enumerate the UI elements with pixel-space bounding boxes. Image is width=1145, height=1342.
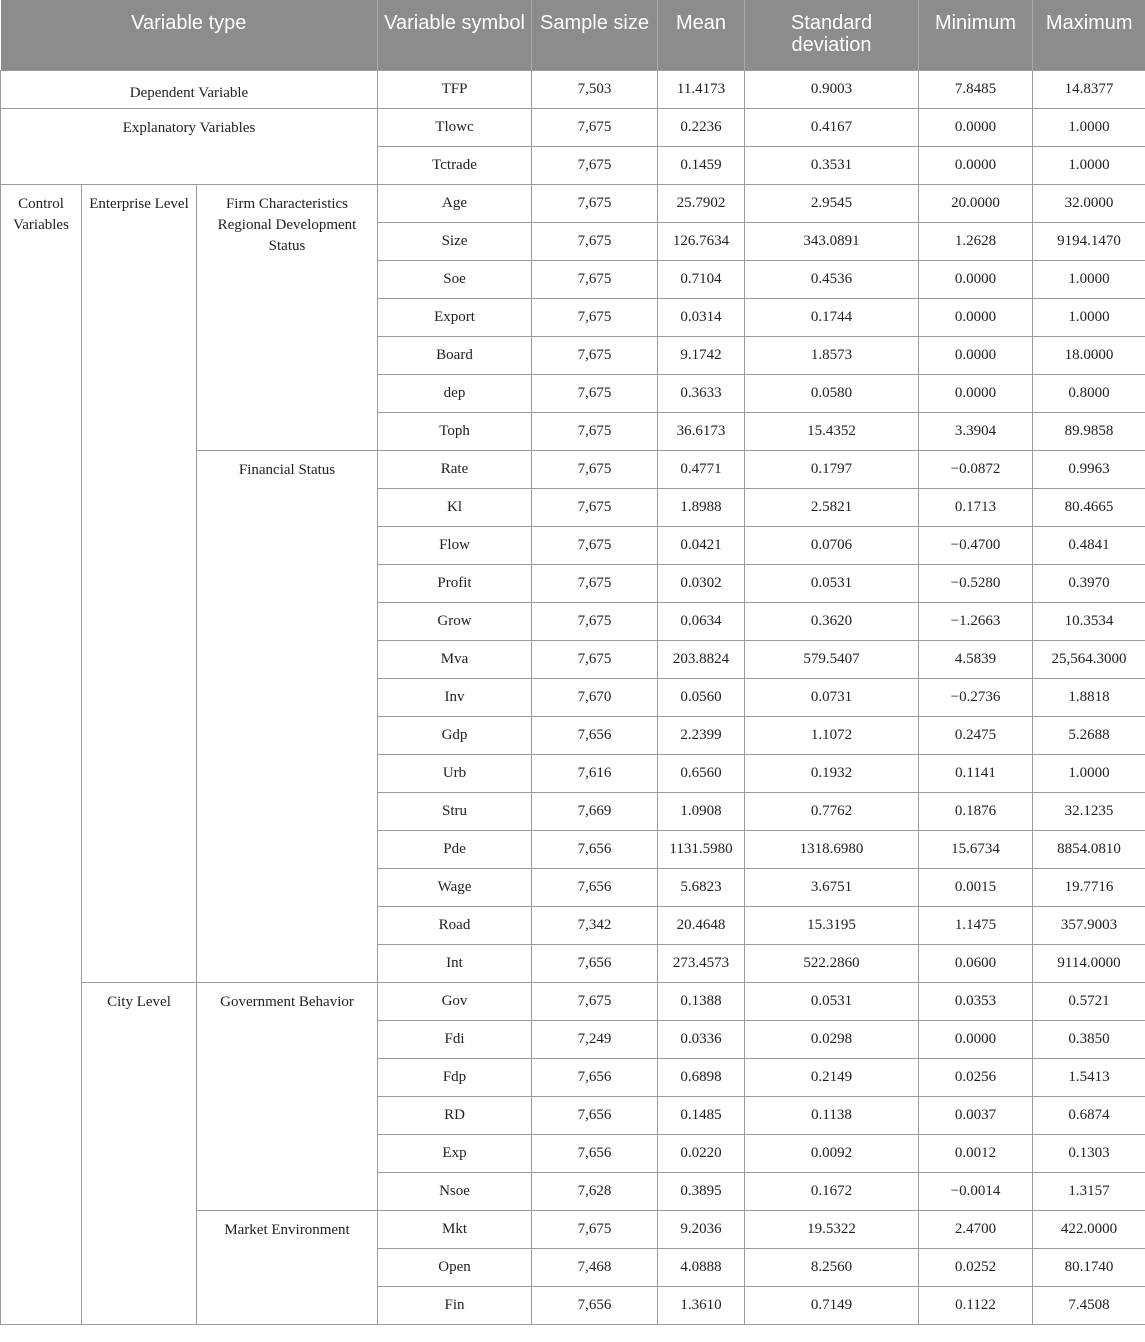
cell-variable-symbol: Age [378, 184, 532, 222]
cell-sample-size: 7,675 [532, 450, 658, 488]
cell-minimum: 3.3904 [919, 412, 1033, 450]
cell-standard-deviation: 1.1072 [745, 716, 919, 754]
cell-mean: 4.0888 [658, 1248, 745, 1286]
cell-minimum: 0.0252 [919, 1248, 1033, 1286]
cell-variable-symbol: Fdi [378, 1020, 532, 1058]
cell-sample-size: 7,670 [532, 678, 658, 716]
cell-standard-deviation: 579.5407 [745, 640, 919, 678]
cell-mean: 0.2236 [658, 108, 745, 146]
cell-maximum: 1.3157 [1033, 1172, 1145, 1210]
cell-sample-size: 7,675 [532, 640, 658, 678]
cell-variable-symbol: Road [378, 906, 532, 944]
cell-sample-size: 7,468 [532, 1248, 658, 1286]
cell-mean: 0.1388 [658, 982, 745, 1020]
cell-mean: 0.0421 [658, 526, 745, 564]
cell-sample-size: 7,675 [532, 184, 658, 222]
cell-minimum: −0.0014 [919, 1172, 1033, 1210]
cell-sample-size: 7,656 [532, 1134, 658, 1172]
cell-standard-deviation: 0.4167 [745, 108, 919, 146]
cell-variable-symbol: Stru [378, 792, 532, 830]
cell-maximum: 0.1303 [1033, 1134, 1145, 1172]
cell-sample-size: 7,656 [532, 1058, 658, 1096]
cell-standard-deviation: 0.2149 [745, 1058, 919, 1096]
cell-maximum: 8854.0810 [1033, 830, 1145, 868]
cell-maximum: 7.4508 [1033, 1286, 1145, 1324]
cell-variable-symbol: Open [378, 1248, 532, 1286]
cell-mean: 0.0336 [658, 1020, 745, 1058]
cell-maximum: 89.9858 [1033, 412, 1145, 450]
cell-standard-deviation: 0.1138 [745, 1096, 919, 1134]
category-explanatory-variables: Explanatory Variables [1, 108, 378, 184]
cell-variable-symbol: Kl [378, 488, 532, 526]
cell-mean: 273.4573 [658, 944, 745, 982]
cell-minimum: 0.0000 [919, 374, 1033, 412]
cell-mean: 1.8988 [658, 488, 745, 526]
cell-variable-symbol: Flow [378, 526, 532, 564]
header-row [1, 0, 1145, 70]
cell-sample-size: 7,656 [532, 830, 658, 868]
cell-variable-symbol: Tctrade [378, 146, 532, 184]
cell-variable-symbol: Mva [378, 640, 532, 678]
cell-sample-size: 7,656 [532, 944, 658, 982]
cell-maximum: 80.4665 [1033, 488, 1145, 526]
cell-minimum: 0.0000 [919, 298, 1033, 336]
cell-minimum: 0.0000 [919, 260, 1033, 298]
cell-sample-size: 7,616 [532, 754, 658, 792]
cell-mean: 25.7902 [658, 184, 745, 222]
cell-maximum: 1.5413 [1033, 1058, 1145, 1096]
cell-minimum: −0.2736 [919, 678, 1033, 716]
category-government-behavior: Government Behavior [197, 982, 378, 1210]
cell-minimum: 0.0000 [919, 108, 1033, 146]
cell-standard-deviation: 0.3531 [745, 146, 919, 184]
cell-sample-size: 7,675 [532, 526, 658, 564]
table-row [1, 982, 1145, 1020]
cell-standard-deviation: 0.0092 [745, 1134, 919, 1172]
cell-variable-symbol: Mkt [378, 1210, 532, 1248]
cell-minimum: 0.0353 [919, 982, 1033, 1020]
cell-variable-symbol: Profit [378, 564, 532, 602]
cell-minimum: 0.0000 [919, 1020, 1033, 1058]
cell-variable-symbol: RD [378, 1096, 532, 1134]
cell-minimum: 2.4700 [919, 1210, 1033, 1248]
cell-maximum: 1.0000 [1033, 754, 1145, 792]
cell-variable-symbol: Wage [378, 868, 532, 906]
cell-standard-deviation: 0.1744 [745, 298, 919, 336]
cell-maximum: 25,564.3000 [1033, 640, 1145, 678]
cell-mean: 0.3895 [658, 1172, 745, 1210]
cell-standard-deviation: 1318.6980 [745, 830, 919, 868]
cell-sample-size: 7,675 [532, 336, 658, 374]
category-market-environment: Market Environment [197, 1210, 378, 1324]
cell-standard-deviation: 0.9003 [745, 70, 919, 108]
cell-maximum: 14.8377 [1033, 70, 1145, 108]
cell-minimum: 1.1475 [919, 906, 1033, 944]
table-body [1, 70, 1145, 1324]
cell-minimum: 0.0256 [919, 1058, 1033, 1096]
cell-minimum: 0.0000 [919, 336, 1033, 374]
cell-mean: 1.3610 [658, 1286, 745, 1324]
cell-sample-size: 7,675 [532, 982, 658, 1020]
header-maximum: Maximum [1033, 0, 1145, 70]
cell-standard-deviation: 8.2560 [745, 1248, 919, 1286]
cell-variable-symbol: Gov [378, 982, 532, 1020]
table-row [1, 108, 1145, 146]
cell-maximum: 1.0000 [1033, 146, 1145, 184]
cell-mean: 1131.5980 [658, 830, 745, 868]
cell-sample-size: 7,675 [532, 602, 658, 640]
cell-minimum: 1.2628 [919, 222, 1033, 260]
cell-sample-size: 7,656 [532, 868, 658, 906]
cell-sample-size: 7,675 [532, 108, 658, 146]
cell-maximum: 0.5721 [1033, 982, 1145, 1020]
header-sample-size: Sample size [532, 0, 658, 70]
cell-variable-symbol: Fin [378, 1286, 532, 1324]
cell-mean: 2.2399 [658, 716, 745, 754]
cell-standard-deviation: 0.0580 [745, 374, 919, 412]
cell-minimum: −0.0872 [919, 450, 1033, 488]
cell-mean: 11.4173 [658, 70, 745, 108]
cell-sample-size: 7,675 [532, 222, 658, 260]
cell-minimum: 20.0000 [919, 184, 1033, 222]
cell-standard-deviation: 0.1797 [745, 450, 919, 488]
cell-mean: 9.2036 [658, 1210, 745, 1248]
header-minimum: Minimum [919, 0, 1033, 70]
cell-variable-symbol: Rate [378, 450, 532, 488]
cell-standard-deviation: 0.7762 [745, 792, 919, 830]
cell-maximum: 1.0000 [1033, 108, 1145, 146]
cell-variable-symbol: TFP [378, 70, 532, 108]
cell-standard-deviation: 0.7149 [745, 1286, 919, 1324]
cell-sample-size: 7,675 [532, 488, 658, 526]
cell-mean: 0.0302 [658, 564, 745, 602]
category-firm-characteristics: Firm Characteristics Regional Development Status [197, 184, 378, 450]
cell-minimum: 0.0037 [919, 1096, 1033, 1134]
cell-mean: 0.3633 [658, 374, 745, 412]
cell-sample-size: 7,675 [532, 412, 658, 450]
cell-minimum: 0.0000 [919, 146, 1033, 184]
cell-standard-deviation: 0.1672 [745, 1172, 919, 1210]
cell-mean: 0.0314 [658, 298, 745, 336]
cell-standard-deviation: 19.5322 [745, 1210, 919, 1248]
cell-mean: 0.1485 [658, 1096, 745, 1134]
cell-sample-size: 7,656 [532, 1286, 658, 1324]
cell-sample-size: 7,656 [532, 1096, 658, 1134]
cell-mean: 0.1459 [658, 146, 745, 184]
cell-sample-size: 7,503 [532, 70, 658, 108]
cell-maximum: 0.8000 [1033, 374, 1145, 412]
cell-variable-symbol: Inv [378, 678, 532, 716]
cell-minimum: 0.1876 [919, 792, 1033, 830]
cell-maximum: 32.0000 [1033, 184, 1145, 222]
cell-mean: 0.0634 [658, 602, 745, 640]
cell-standard-deviation: 0.0531 [745, 564, 919, 602]
cell-variable-symbol: Nsoe [378, 1172, 532, 1210]
category-control-variables: Control Variables [1, 184, 82, 1324]
cell-sample-size: 7,675 [532, 298, 658, 336]
cell-variable-symbol: Tlowc [378, 108, 532, 146]
category-dependent-variable: Dependent Variable [1, 70, 378, 108]
cell-maximum: 0.3970 [1033, 564, 1145, 602]
cell-mean: 0.4771 [658, 450, 745, 488]
cell-standard-deviation: 0.0298 [745, 1020, 919, 1058]
cell-variable-symbol: Board [378, 336, 532, 374]
cell-variable-symbol: Size [378, 222, 532, 260]
cell-mean: 36.6173 [658, 412, 745, 450]
cell-maximum: 32.1235 [1033, 792, 1145, 830]
cell-maximum: 1.8818 [1033, 678, 1145, 716]
cell-standard-deviation: 343.0891 [745, 222, 919, 260]
cell-variable-symbol: Grow [378, 602, 532, 640]
cell-maximum: 80.1740 [1033, 1248, 1145, 1286]
cell-standard-deviation: 15.4352 [745, 412, 919, 450]
header-standard-deviation: Standard deviation [745, 0, 919, 70]
cell-mean: 20.4648 [658, 906, 745, 944]
cell-minimum: 0.0015 [919, 868, 1033, 906]
header-variable-type: Variable type [1, 0, 378, 70]
cell-maximum: 0.6874 [1033, 1096, 1145, 1134]
cell-minimum: −0.5280 [919, 564, 1033, 602]
cell-sample-size: 7,675 [532, 374, 658, 412]
cell-standard-deviation: 15.3195 [745, 906, 919, 944]
cell-standard-deviation: 0.3620 [745, 602, 919, 640]
cell-maximum: 5.2688 [1033, 716, 1145, 754]
cell-sample-size: 7,656 [532, 716, 658, 754]
cell-maximum: 9194.1470 [1033, 222, 1145, 260]
cell-minimum: 7.8485 [919, 70, 1033, 108]
cell-mean: 5.6823 [658, 868, 745, 906]
cell-variable-symbol: dep [378, 374, 532, 412]
cell-maximum: 1.0000 [1033, 298, 1145, 336]
cell-mean: 9.1742 [658, 336, 745, 374]
cell-maximum: 0.4841 [1033, 526, 1145, 564]
cell-minimum: 0.2475 [919, 716, 1033, 754]
cell-minimum: 0.1141 [919, 754, 1033, 792]
cell-maximum: 0.3850 [1033, 1020, 1145, 1058]
cell-maximum: 422.0000 [1033, 1210, 1145, 1248]
cell-sample-size: 7,669 [532, 792, 658, 830]
cell-maximum: 9114.0000 [1033, 944, 1145, 982]
cell-standard-deviation: 2.5821 [745, 488, 919, 526]
cell-minimum: 15.6734 [919, 830, 1033, 868]
cell-mean: 0.0220 [658, 1134, 745, 1172]
cell-variable-symbol: Exp [378, 1134, 532, 1172]
cell-sample-size: 7,249 [532, 1020, 658, 1058]
cell-minimum: −1.2663 [919, 602, 1033, 640]
cell-mean: 0.6560 [658, 754, 745, 792]
cell-variable-symbol: Fdp [378, 1058, 532, 1096]
cell-maximum: 1.0000 [1033, 260, 1145, 298]
cell-minimum: 0.1122 [919, 1286, 1033, 1324]
cell-mean: 203.8824 [658, 640, 745, 678]
cell-variable-symbol: Gdp [378, 716, 532, 754]
cell-mean: 0.6898 [658, 1058, 745, 1096]
cell-sample-size: 7,675 [532, 1210, 658, 1248]
cell-standard-deviation: 3.6751 [745, 868, 919, 906]
cell-maximum: 10.3534 [1033, 602, 1145, 640]
cell-minimum: 4.5839 [919, 640, 1033, 678]
category-city-level: City Level [82, 982, 197, 1324]
cell-maximum: 18.0000 [1033, 336, 1145, 374]
cell-minimum: 0.0600 [919, 944, 1033, 982]
cell-sample-size: 7,628 [532, 1172, 658, 1210]
cell-standard-deviation: 1.8573 [745, 336, 919, 374]
cell-variable-symbol: Export [378, 298, 532, 336]
cell-minimum: 0.1713 [919, 488, 1033, 526]
cell-maximum: 357.9003 [1033, 906, 1145, 944]
header-mean: Mean [658, 0, 745, 70]
cell-maximum: 0.9963 [1033, 450, 1145, 488]
cell-standard-deviation: 0.0706 [745, 526, 919, 564]
table-row [1, 184, 1145, 222]
cell-standard-deviation: 2.9545 [745, 184, 919, 222]
cell-sample-size: 7,342 [532, 906, 658, 944]
header-variable-symbol: Variable symbol [378, 0, 532, 70]
cell-variable-symbol: Int [378, 944, 532, 982]
cell-minimum: −0.4700 [919, 526, 1033, 564]
cell-standard-deviation: 0.4536 [745, 260, 919, 298]
cell-standard-deviation: 0.0731 [745, 678, 919, 716]
cell-sample-size: 7,675 [532, 564, 658, 602]
cell-minimum: 0.0012 [919, 1134, 1033, 1172]
cell-mean: 0.0560 [658, 678, 745, 716]
table-row [1, 70, 1145, 108]
cell-standard-deviation: 522.2860 [745, 944, 919, 982]
cell-standard-deviation: 0.1932 [745, 754, 919, 792]
cell-mean: 126.7634 [658, 222, 745, 260]
cell-sample-size: 7,675 [532, 260, 658, 298]
category-financial-status: Financial Status [197, 450, 378, 982]
cell-standard-deviation: 0.0531 [745, 982, 919, 1020]
cell-mean: 0.7104 [658, 260, 745, 298]
cell-variable-symbol: Toph [378, 412, 532, 450]
cell-variable-symbol: Soe [378, 260, 532, 298]
cell-variable-symbol: Urb [378, 754, 532, 792]
cell-maximum: 19.7716 [1033, 868, 1145, 906]
cell-variable-symbol: Pde [378, 830, 532, 868]
cell-mean: 1.0908 [658, 792, 745, 830]
cell-sample-size: 7,675 [532, 146, 658, 184]
category-enterprise-level: Enterprise Level [82, 184, 197, 982]
